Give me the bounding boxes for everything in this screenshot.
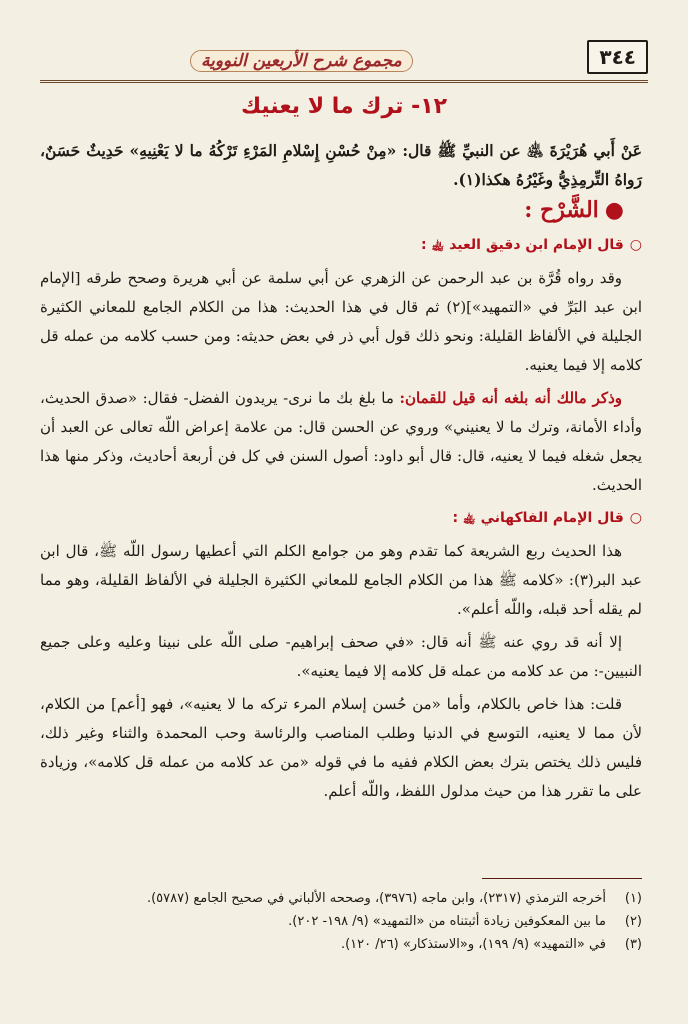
malik-lead: وذكر مالك أنه بلغه أنه قيل للقمان: <box>399 389 623 407</box>
malik-paragraph <box>40 384 642 500</box>
bullet-icon: ● <box>604 197 624 223</box>
section-heading-fakihani <box>40 504 642 533</box>
footnote-number: (٣) <box>624 937 642 952</box>
paragraph: هذا الحديث ربع الشريعة كما تقدم وهو من جوامع الكلم التي أعطيها رسول اللّه ﷺ، قال ابن عبد البر(٣): «كلامه ﷺ هذا من الكلام الجامع للمعاني الكثيرة الجليلة في الألفاظ القليلة، وهو مما لم يقله أحد قبله، واللّه أعلم». <box>40 542 642 618</box>
chapter-title: ١٢- ترك ما لا يعنيك <box>240 94 448 119</box>
footnote-text: في «التمهيد» (٩/ ١٩٩)، و«الاستذكار» (٢٦/ ١٢٠). <box>340 937 606 952</box>
paragraph: وقد رواه قُرَّة بن عبد الرحمن عن الزهري عن أبي سلمة عن أبي هريرة وصحح طرقه [الإمام ابن عبد البَرِّ في «التمهيد»](٢) ثم قال في هذا الحديث: هذا من الكلام الجامع للمعاني الكثيرة الجليلة في الألفاظ القليلة: ونحو ذلك قول أبي ذر في بعض حديثه: ومن حسب كلامه من عمله قل كلامه إلا فيما يعنيه. <box>40 269 642 374</box>
running-title: مجموع شرح الأربعين النووية <box>190 50 413 72</box>
circle-bullet-icon: ○ <box>629 237 642 253</box>
footnote-divider <box>482 878 642 879</box>
footnote-number: (٢) <box>624 914 642 929</box>
footnote <box>40 933 642 956</box>
paragraph: إلا أنه قد روي عنه ﷺ أنه قال: «في صحف إبراهيم- صلى اللّه على نبينا وعليه وعلى جميع النبيين-: من عد كلامه من عمله قل كلامه إلا فيما يعنيه». <box>40 633 642 680</box>
footnote-number: (١) <box>624 891 642 906</box>
page-header <box>40 36 648 83</box>
footnotes <box>40 878 642 956</box>
footnote <box>40 910 642 933</box>
paragraph: قلت: هذا خاص بالكلام، وأما «من حُسن إسلام المرء تركه ما لا يعنيه»، فهو [أعم] من الكلام، لأن مما لا يعنيه، التوسع في الدنيا وطلب المناصب والرئاسة وحب المحمدة والثناء وغير ذلك، فليس ذلك يختص بترك بعض الكلام ففيه ما في قوله «من عد كلامه من عمله قل كلامه»، وزيادة على ما تقرر هذا من حيث مدلول اللفظ، واللّه أعلم. <box>40 695 642 800</box>
sharh-label: الشَّرْح : <box>524 197 599 223</box>
sharh-heading <box>40 196 624 225</box>
hadith-text: عَنْ أَبي هُرَيْرَةَ ﵁ عن النبيِّ ﷺ قال: «مِنْ حُسْنِ إِسْلامِ المَرْءِ تَرْكُهُ ما لا يَعْنِيهِ» حَدِيثٌ حَسَنٌ، رَواهُ التِّرمِذِيُّ وغَيْرُهُ هكذا(١). <box>40 141 642 189</box>
circle-bullet-icon: ○ <box>629 510 642 526</box>
page-number: ٣٤٤ <box>587 40 648 74</box>
footnote <box>40 887 642 910</box>
main-content <box>40 136 642 810</box>
section-heading-text: قال الإمام الفاكهاني ﵀ : <box>452 510 624 526</box>
footnote-text: ما بين المعكوفين زيادة أثبتناه من «التمهيد» (٩/ ١٩٨- ٢٠٢). <box>288 914 606 929</box>
section-heading-text: قال الإمام ابن دقيق العيد ﵀ : <box>421 237 624 253</box>
footnote-text: أخرجه الترمذي (٢٣١٧)، وابن ماجه (٣٩٧٦)، وصححه الألباني في صحيح الجامع (٥٧٨٧). <box>146 891 606 906</box>
section-heading-ibn-daqiq <box>40 231 642 260</box>
malik-text: ما بلغ بك ما نرى- يريدون الفضل- فقال: «صدق الحديث، وأداء الأمانة، وترك ما لا يعنيني» وروي عن الحسن قال: من علامة إعراض اللّه تعالى عن العبد أن يجعل شغله فيما لا يعنيه، قال: قال أبو داود: أصول السنن في كل فن أربعة أحاديث، وذكر منها هذا الحديث. <box>40 389 642 494</box>
